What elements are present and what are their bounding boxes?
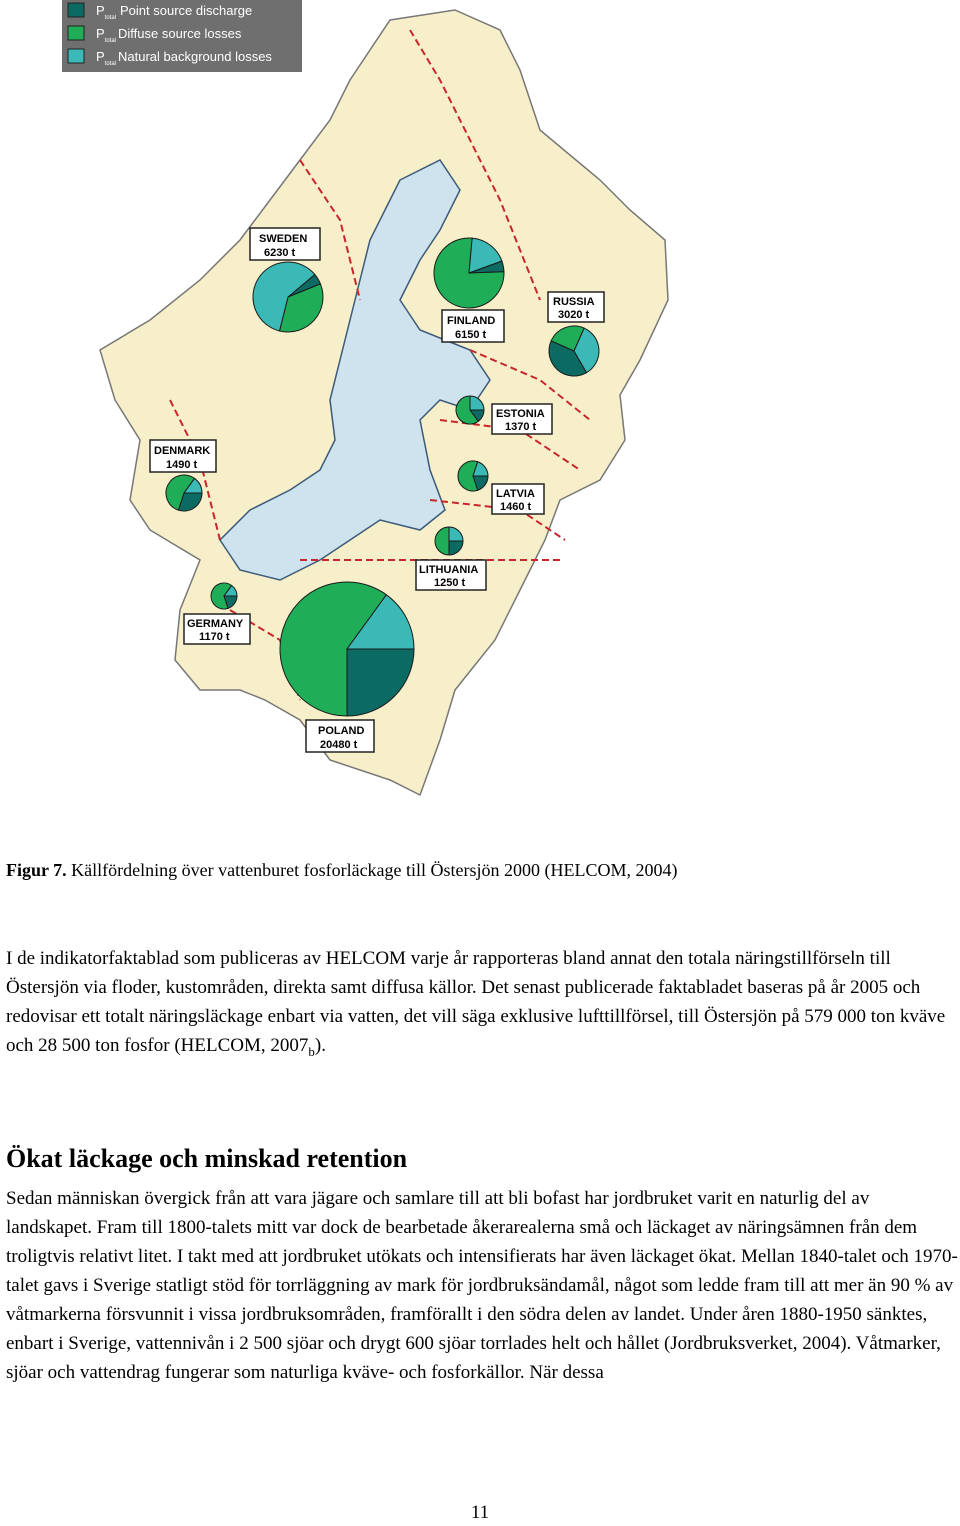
legend-swatch-natural xyxy=(68,49,84,63)
country-label-lithuania xyxy=(416,560,486,590)
country-label-denmark xyxy=(150,440,216,472)
pie-latvia xyxy=(458,461,488,491)
country-total: 6150 t xyxy=(455,329,487,341)
paragraph-1-text: I de indikatorfaktablad som publiceras av HELCOM varje år rapporteras bland annat den totala näringstillförseln till Östersjön via floder, kustområden, direkta samt diffusa källor. Det senast publicerade faktabladet baseras på år 2005 och redovisar ett totalt näringsläckage enbart via vatten, det vill säga exklusive lufttillförsel, till Östersjön på 579 000 ton kväve och 28 500 ton fosfor (HELCOM, 2007 xyxy=(6,948,946,1056)
legend-label-natural: Natural background losses xyxy=(118,49,272,64)
country-name: DENMARK xyxy=(154,445,211,457)
legend-swatch-diffuse xyxy=(68,26,84,40)
pie-poland xyxy=(280,582,414,716)
country-label-finland xyxy=(442,310,504,342)
country-total: 1170 t xyxy=(199,631,230,643)
country-label-germany xyxy=(184,614,250,644)
pie-finland xyxy=(434,238,504,308)
legend-prefix: P xyxy=(96,49,105,64)
pie-denmark xyxy=(166,475,202,511)
map-legend xyxy=(62,0,302,72)
country-label-russia xyxy=(548,292,604,322)
legend-label-point: Point source discharge xyxy=(120,3,253,18)
country-label-estonia xyxy=(492,404,552,434)
country-name: ESTONIA xyxy=(496,408,545,420)
country-name: LITHUANIA xyxy=(419,564,479,576)
paragraph-1 xyxy=(6,944,958,1066)
country-name: LATVIA xyxy=(496,488,535,500)
country-label-latvia xyxy=(492,484,544,514)
country-total: 1490 t xyxy=(166,459,198,471)
pie-estonia xyxy=(456,396,484,424)
section-heading: Ökat läckage och minskad retention xyxy=(6,1144,408,1173)
pie-sweden xyxy=(253,262,323,332)
paragraph-2: Sedan människan övergick från att vara jägare och samlare till att bli bofast har jordbruket varit en naturlig del av landskapet. Fram till 1800-talets mitt var dock de bearbetade åkerarealerna små och läckaget av näringsämnen från dem troligtvis relativt litet. I takt med att jordbruket utökats och intensifierats har även läckaget ökat. Mellan 1840-talet och 1970-talet gavs i Sverige statligt stöd för torrläggning av mark för jordbruksändamål, något som ledde fram till att mer än 90 % av våtmarkerna försvunnit i vissa jordbruksområden, framförallt i den södra delen av landet. Under åren 1880-1950 sänktes, enbart i Sverige, vattennivån i 2 500 sjöar och drygt 600 sjöar torrlades helt och hållet (Jordbruksverket, 2004). Våtmarker, sjöar och vattendrag fungerar som naturliga kväve- och fosforkällor. När dessa xyxy=(6,1188,958,1383)
legend-prefix: P xyxy=(96,26,105,41)
country-label-poland xyxy=(306,720,374,752)
country-name: POLAND xyxy=(318,725,365,737)
pie-lithuania xyxy=(435,527,463,555)
country-total: 6230 t xyxy=(264,247,296,259)
paragraph-1-end: ). xyxy=(314,1035,326,1056)
pie-russia xyxy=(549,326,599,376)
country-name: GERMANY xyxy=(187,618,244,630)
legend-sub: total xyxy=(104,61,117,67)
country-total: 20480 t xyxy=(320,739,358,751)
pie-germany xyxy=(211,583,237,609)
country-name: SWEDEN xyxy=(259,233,308,245)
legend-swatch-point xyxy=(68,3,84,17)
legend-label-diffuse: Diffuse source losses xyxy=(118,26,242,41)
country-total: 1250 t xyxy=(434,577,466,589)
legend-sub: total xyxy=(104,38,117,44)
country-total: 1370 t xyxy=(505,421,537,433)
page-number: 11 xyxy=(470,1502,490,1523)
paragraph-1-sub: b xyxy=(308,1043,315,1059)
country-total: 3020 t xyxy=(558,309,590,321)
caption-label: Figur 7. xyxy=(6,860,67,880)
caption-text: Källfördelning över vattenburet fosforläckage till Östersjön 2000 (HELCOM, 2004) xyxy=(66,860,678,880)
legend-prefix: P xyxy=(96,3,105,18)
country-name: RUSSIA xyxy=(553,296,595,308)
figure-caption xyxy=(6,860,678,881)
country-label-sweden xyxy=(250,228,320,260)
country-name: FINLAND xyxy=(447,315,496,327)
legend-sub: total xyxy=(104,15,117,21)
country-total: 1460 t xyxy=(500,501,532,513)
